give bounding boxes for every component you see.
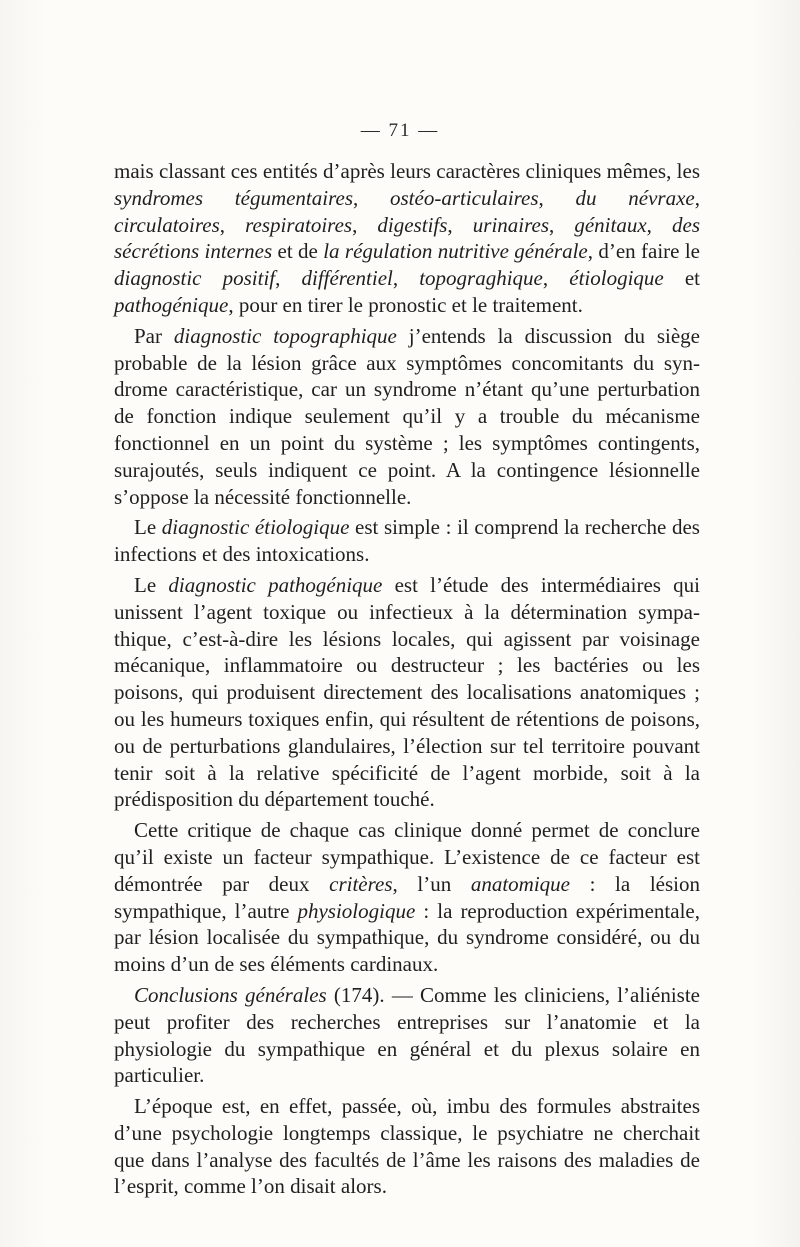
text-run: , <box>538 185 576 210</box>
italic-term: ostéo-articulaires <box>390 185 539 210</box>
text-run: j’entends la discussion du siège probable de la lésion grâce aux symptômes concomitants du syndrome caractéristique, car un syndrome n’étant qu’une perturbation de fonction indique seulement qu’il y a trouble du mécanisme fonctionnel en un point du système ; les symptômes contingents, surajoutés, seuls indiquent ce point. A la contingence lésionnelle s’oppose la nécessité fonctionnelle. <box>114 323 700 509</box>
italic-term: urinaires <box>472 212 549 237</box>
text-run: , pour en tirer le pronostic et le traitement. <box>228 292 583 317</box>
body-text <box>114 158 700 1200</box>
italic-term: la régulation nutritive générale <box>323 239 588 264</box>
text-run: mais classant ces entités d’après leurs caractères cliniques mêmes, les <box>114 159 700 183</box>
paragraph-p3 <box>114 514 700 568</box>
text-run: Cette critique de chaque cas clinique donné permet de conclure qu’il existe un facteur sympathique. L’existence de ce facteur est démontrée par deux <box>114 818 700 896</box>
text-run: , <box>542 266 570 291</box>
text-run: (174). — Comme les cliniciens, l’aliéniste peut profiter des recherches entreprises sur l’anatomie et la physiologie du sympathique en général et du plexus solaire en particulier. <box>114 982 700 1088</box>
text-run: , <box>646 212 672 237</box>
italic-term: pathogénique <box>114 292 229 317</box>
text-run: Le <box>134 572 169 597</box>
italic-term: respiratoires <box>245 212 353 237</box>
italic-term: diagnostic positif <box>114 266 276 291</box>
paragraph-p4 <box>114 572 700 813</box>
paragraph-p5 <box>114 817 700 978</box>
italic-term: syndromes tégumentaires <box>114 185 353 210</box>
text-run: , <box>549 212 575 237</box>
paragraph-p2 <box>114 323 700 511</box>
italic-term: du névraxe <box>575 185 695 210</box>
italic-term: digestifs <box>377 212 448 237</box>
italic-term: Conclusions générales <box>134 982 327 1007</box>
paragraph-p6 <box>114 982 700 1089</box>
text-run: , l’un <box>392 871 471 896</box>
text-run: , <box>352 212 378 237</box>
italic-term: diagnostic étiologique <box>161 515 350 540</box>
text-run: , <box>219 212 246 237</box>
text-run: , <box>694 185 700 210</box>
italic-term: critères <box>329 871 393 896</box>
text-run: L’époque est, en effet, passée, où, imbu des formules abstraites d’une psychologie longtemps classique, le psychiatre ne cherchait que dans l’analyse des facultés de l’âme les raisons des maladies de l’esprit, comme l’on disait alors. <box>114 1094 700 1199</box>
italic-term: physiologique <box>297 898 416 923</box>
page-number: — 71 — <box>360 120 440 141</box>
text-run: , <box>392 266 420 291</box>
text-run: : la reproduction expérimentale, par lésion localisée du sympathique, du syndrome considéré, ou du moins d’un de ses éléments cardinaux. <box>114 898 700 977</box>
italic-term: diagnostic pathogénique <box>168 572 383 597</box>
paragraph-p7 <box>114 1093 700 1200</box>
text-run: Le <box>134 515 162 540</box>
italic-term: étiologique <box>569 266 664 291</box>
italic-term: topograghique <box>419 266 543 291</box>
text-run: : la lésion sympathique, l’autre <box>114 871 700 923</box>
text-run: est l’étude des intermédiaires qui unissent l’agent toxique ou infectieux à la détermination sympathique, c’est-à-dire les lésions locales, qui agissent par voisinage mécanique, inflammatoire ou destructeur ; les bactéries ou les poisons, qui produisent directement des localisations anatomiques ; ou les humeurs toxiques enfin, qui résultent de rétentions de poisons, ou de perturbations glandulaires, l’élection sur tel territoire pouvant tenir soit à la relative spécificité de l’agent morbide, soit à la prédisposition du département touché. <box>114 572 700 812</box>
text-run: , <box>275 266 302 291</box>
paragraph-p1 <box>114 158 700 319</box>
italic-term: génitaux <box>574 212 647 237</box>
italic-term: diagnostic topographique <box>173 323 397 348</box>
text-run: Par <box>134 323 174 348</box>
text-run: , <box>353 185 390 210</box>
text-run: , d’en faire le <box>587 239 701 264</box>
text-run: et <box>663 266 700 291</box>
italic-term: différentiel <box>301 266 393 291</box>
italic-term: des sécrétions internes <box>114 212 700 264</box>
italic-term: anatomique <box>470 871 570 896</box>
text-run: et de <box>272 239 324 264</box>
text-run: est simple : il comprend la recherche des infections et des intoxications. <box>114 515 700 567</box>
text-run: , <box>447 212 473 237</box>
italic-term: circulatoires <box>114 212 220 237</box>
